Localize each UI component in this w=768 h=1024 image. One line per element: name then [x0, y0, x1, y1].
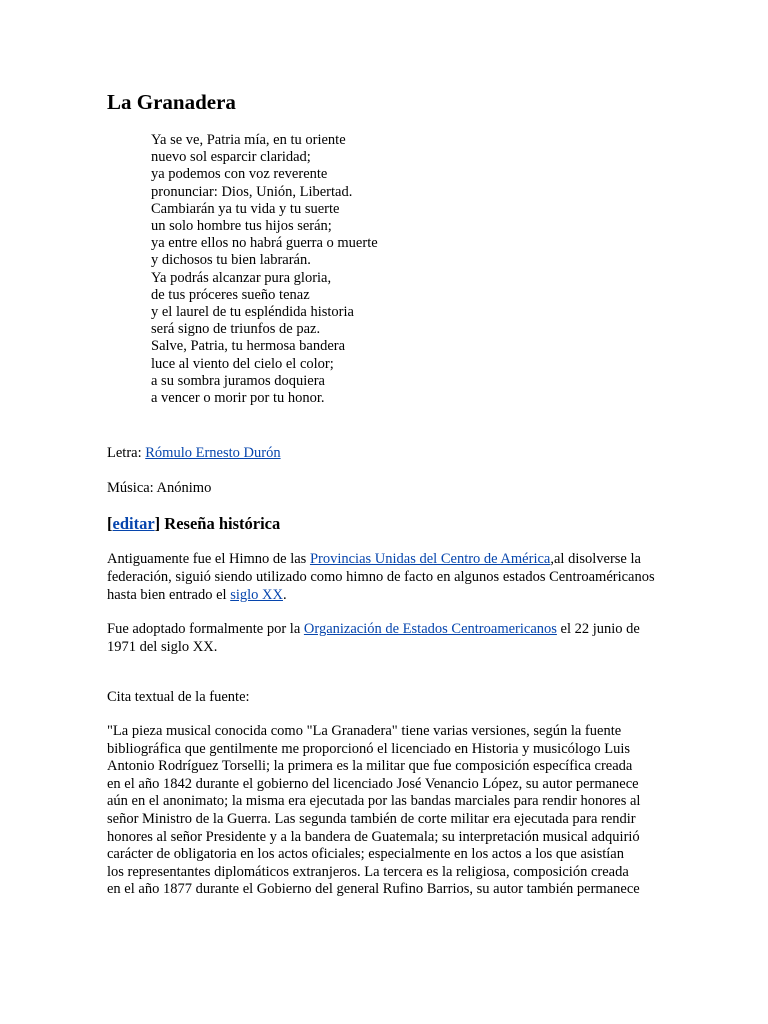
section-heading [107, 513, 280, 535]
lyricist-link[interactable]: Rómulo Ernesto Durón [145, 445, 281, 461]
odeca-link[interactable]: Organización de Estados Centroamericanos [303, 621, 557, 637]
siglo-xx-link[interactable]: siglo XX [230, 587, 283, 603]
edit-bracket-open: [ [107, 514, 113, 533]
lyric-line: Ya se ve, Patria mía, en tu oriente [151, 132, 346, 148]
lyric-line: y el laurel de tu espléndida historia [151, 304, 354, 321]
provincias-unidas-link[interactable]: Provincias Unidas del Centro de América [309, 551, 551, 567]
lyric-line: ya podemos con voz reverente [151, 166, 328, 183]
lyric-line: y dichosos tu bien labrarán. [151, 252, 311, 269]
paragraph-text: ,al disolverse la federación, siguió siendo utilizado como himno de facto en algunos estados Centroaméricanos hasta bien entrado el [107, 551, 655, 603]
lyricist-line [107, 444, 667, 462]
section-title: Reseña histórica [160, 514, 281, 533]
paragraph-text: Antiguamente fue el Himno de las [107, 551, 310, 567]
lyric-line: de tus próceres sueño tenaz [151, 286, 310, 303]
anthem-lyrics [151, 132, 711, 407]
paragraph-text: Fue adoptado formalmente por la [107, 621, 304, 637]
paragraph-text: el 22 junio de 1971 del siglo XX. [107, 621, 640, 655]
quote-line: "La pieza musical conocida como "La Granadera" tiene varias versiones, según la fuente [107, 723, 622, 739]
quote-line: en el año 1842 durante el gobierno del licenciado José Venancio López, su autor permanece [107, 775, 639, 792]
lyric-line: Ya podrás alcanzar pura gloria, [151, 269, 332, 286]
quote-line: bibliográfica que gentilmente me proporcionó el licenciado en Historia y musicólogo Luis [107, 740, 631, 757]
lyricist-label: Letra: [107, 445, 146, 461]
quote-line: honores al señor Presidente y a la bandera de Guatemala; su interpretación musical adquirió [107, 828, 640, 845]
lyric-line: a su sombra juramos doquiera [151, 372, 325, 389]
lyric-line: nuevo sol esparcir claridad; [151, 149, 311, 166]
lyric-line: a vencer o morir por tu honor. [151, 390, 325, 407]
edit-bracket-close: ] [154, 514, 161, 533]
lyric-line: luce al viento del cielo el color; [151, 355, 334, 372]
quote-label: Cita textual de la fuente: [107, 689, 250, 705]
lyric-line: Salve, Patria, tu hermosa bandera [151, 338, 346, 355]
quote-text [107, 723, 667, 899]
quote-line: aún en el anonimato; la misma era ejecutada por las bandas marciales para rendir honores al [107, 793, 641, 810]
quote-line: los representantes diplomáticos extranjeros. La tercera es la religiosa, composición creada [107, 863, 629, 880]
quote-line: Antonio Rodríguez Torselli; la primera es la militar que fue composición específica creada [107, 758, 633, 775]
edit-section-link[interactable]: editar [112, 514, 155, 533]
history-paragraph-1 [107, 550, 662, 604]
lyric-line: pronunciar: Dios, Unión, Libertad. [151, 183, 353, 200]
lyric-line: será signo de triunfos de paz. [151, 321, 321, 338]
lyric-line: un solo hombre tus hijos serán; [151, 218, 332, 235]
quote-line: señor Ministro de la Guerra. Las segunda también de corte militar era ejecutada para rendir [107, 810, 636, 827]
lyric-line: Cambiarán ya tu vida y tu suerte [151, 200, 340, 217]
page-title: La Granadera [107, 90, 236, 114]
quote-line: carácter de obligatoria en los actos oficiales; especialmente en los actos a los que asistían [107, 846, 624, 863]
paragraph-text: . [282, 587, 287, 603]
history-paragraph-2 [107, 620, 667, 656]
composer-line: Música: Anónimo [107, 480, 212, 496]
quote-line: en el año 1877 durante el Gobierno del general Rufino Barrios, su autor también permanece [107, 881, 640, 898]
lyric-line: ya entre ellos no habrá guerra o muerte [151, 235, 378, 252]
